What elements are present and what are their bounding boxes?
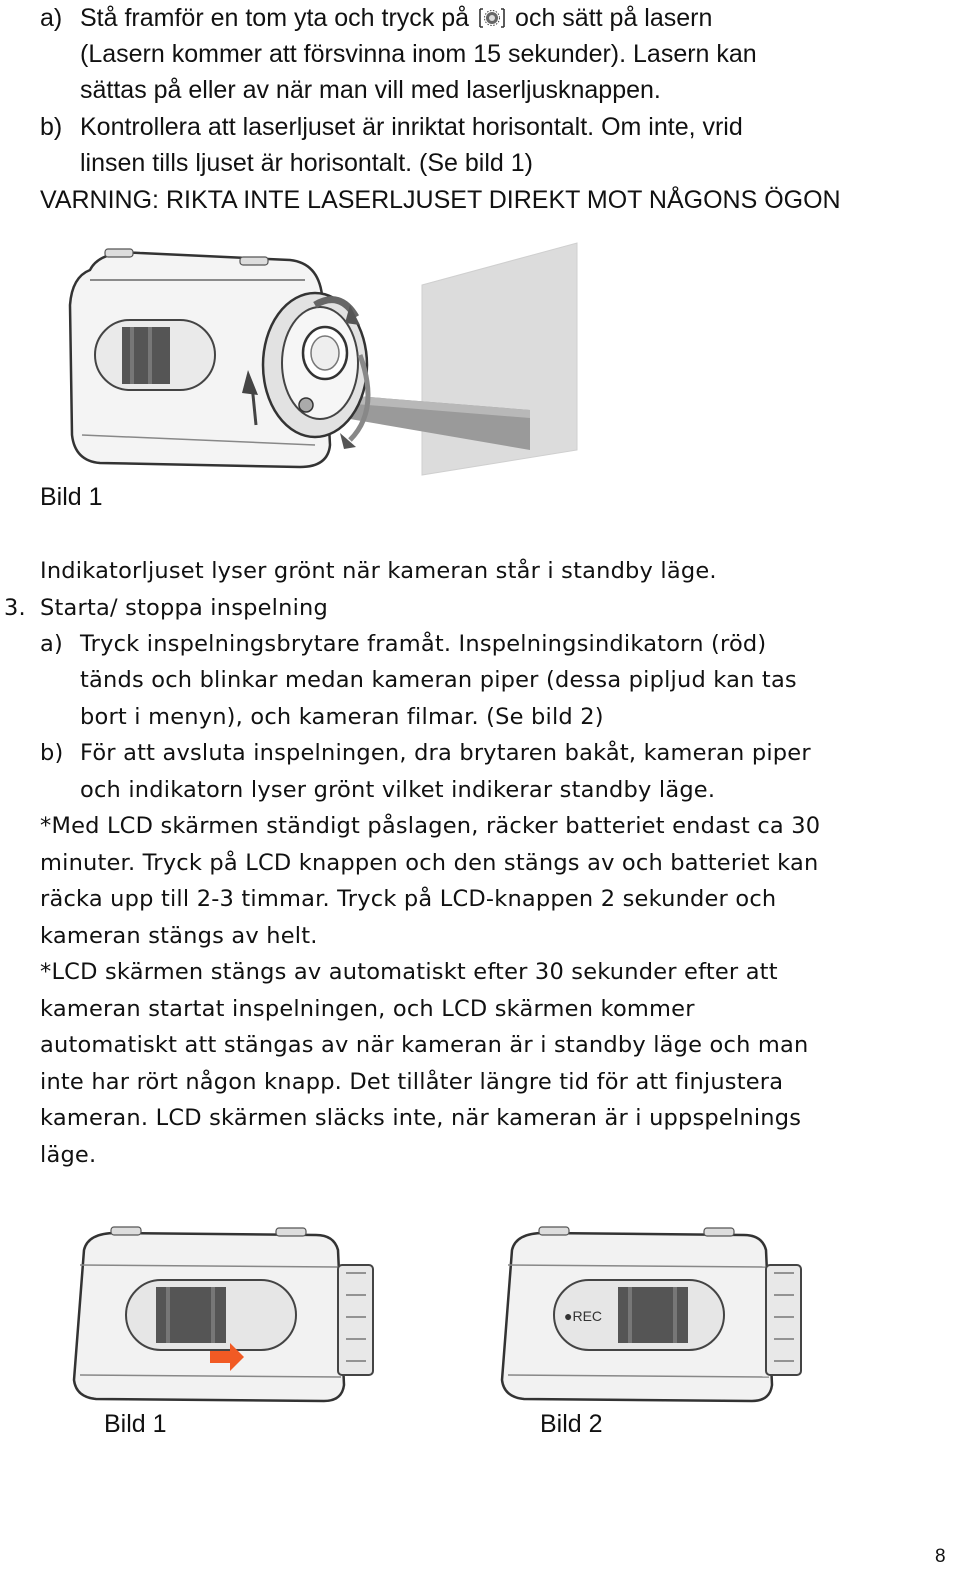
note-1-line-4: kameran stängs av helt. (40, 923, 318, 949)
note-1-line-2: minuter. Tryck på LCD knappen och den stängs av och batteriet kan (40, 850, 819, 876)
camera-top-view-standby (66, 1225, 386, 1410)
section-3-item-a-line-2: tänds och blinkar medan kameran piper (dessa pipljud kan tas (80, 667, 797, 693)
camera-laser-illustration (60, 235, 600, 480)
paragraph-b-line-1 (40, 109, 743, 145)
paragraph-b-text: Kontrollera att laserljuset är inriktat horisontalt. Om inte, vrid (80, 113, 743, 141)
rec-label: ●REC (564, 1308, 603, 1324)
paragraph-b-line-2: linsen tills ljuset är horisontalt. (Se bild 1) (80, 149, 533, 177)
note-1-line-3: räcka upp till 2-3 timmar. Tryck på LCD-knappen 2 sekunder och (40, 886, 777, 912)
figure-right-caption: Bild 2 (540, 1410, 603, 1438)
section-3-item-b-line-2: och indikatorn lyser grönt vilket indikerar standby läge. (80, 777, 716, 803)
section-3-item-b-label: b) (40, 740, 64, 766)
paragraph-a-line-2: (Lasern kommer att försvinna inom 15 sekunder). Lasern kan (80, 40, 757, 68)
section-3-item-a-text: Tryck inspelningsbrytare framåt. Inspelningsindikatorn (röd) (80, 631, 767, 657)
paragraph-a-text-before-icon: Stå framför en tom yta och tryck på (80, 4, 470, 32)
figure-1-caption: Bild 1 (40, 483, 103, 511)
paragraph-a-text-after-icon: och sätt på lasern (515, 4, 713, 32)
note-1-line-1: *Med LCD skärmen ständigt påslagen, räcker batteriet endast ca 30 (40, 813, 821, 839)
section-3-item-a-line-3: bort i menyn), och kameran filmar. (Se bild 2) (80, 704, 604, 730)
laser-button-icon (477, 4, 507, 28)
section-3-item-b-line-1 (40, 735, 811, 771)
camera-top-view-recording (494, 1225, 814, 1410)
section-3-item-a-line-1 (40, 626, 766, 662)
note-2-line-4: inte har rört någon knapp. Det tillåter längre tid för att finjustera (40, 1069, 784, 1095)
section-3-item-a-label: a) (40, 631, 63, 657)
section-3-heading (4, 590, 328, 626)
paragraph-b-label: b) (40, 113, 63, 141)
note-2-line-2: kameran startat inspelningen, och LCD skärmen kommer (40, 996, 695, 1022)
note-2-line-1: *LCD skärmen stängs av automatiskt efter 30 sekunder efter att (40, 959, 778, 985)
section-3-title: Starta/ stoppa inspelning (40, 595, 328, 621)
note-2-line-3: automatiskt att stängas av när kameran är i standby läge och man (40, 1032, 809, 1058)
note-2-line-5: kameran. LCD skärmen släcks inte, när kameran är i uppspelnings (40, 1105, 802, 1131)
figure-left-caption: Bild 1 (104, 1410, 167, 1438)
note-2-line-6: läge. (40, 1142, 97, 1168)
warning-text: VARNING: RIKTA INTE LASERLJUSET DIREKT MOT NÅGONS ÖGON (40, 186, 841, 214)
indicator-note: Indikatorljuset lyser grönt när kameran står i standby läge. (40, 558, 717, 584)
page-number: 8 (935, 1546, 946, 1567)
section-3-item-b-text: För att avsluta inspelningen, dra brytaren bakåt, kameran piper (80, 740, 811, 766)
paragraph-a-line-3: sättas på eller av när man vill med laserljusknappen. (80, 76, 661, 104)
section-3-number: 3. (4, 595, 26, 621)
paragraph-a-label: a) (40, 4, 63, 32)
paragraph-a-line-1 (40, 0, 712, 36)
